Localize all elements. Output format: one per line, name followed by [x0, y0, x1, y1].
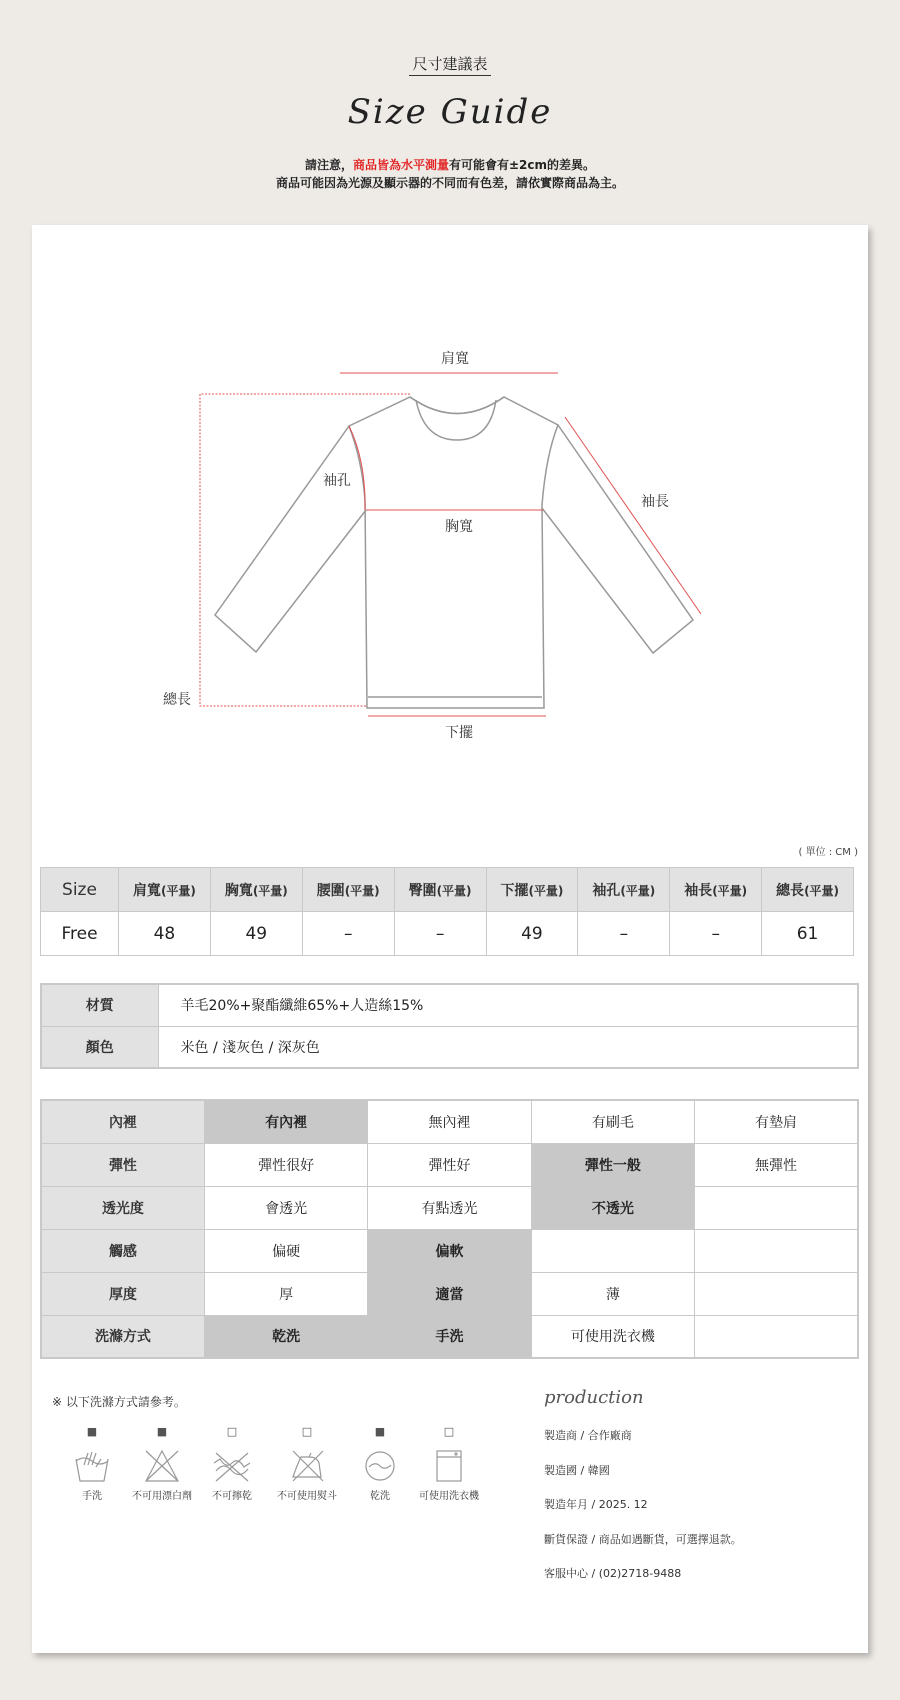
wash-item	[404, 1425, 494, 1502]
measurement-cell: 61	[762, 912, 854, 956]
size-col-header: 臀圍(平量)	[394, 868, 486, 912]
sweater-diagram	[32, 225, 868, 825]
wash-caption: 可使用洗衣機	[419, 1491, 479, 1502]
measurement-cell: –	[302, 912, 394, 956]
color-value: 米色 / 淺灰色 / 深灰色	[158, 1026, 858, 1068]
armhole-line	[349, 426, 365, 510]
size-cell: Free	[41, 912, 119, 956]
label-chest: 胸寬	[445, 519, 473, 535]
production-line: 製造商 / 合作廠商	[544, 1429, 632, 1442]
attribute-option: 彈性一般	[531, 1143, 694, 1186]
sweater-right-sleeve	[542, 425, 693, 653]
label-sleeve: 袖長	[641, 494, 669, 510]
size-guide-kicker: 尺寸建議表	[409, 55, 490, 76]
size-col-header: 袖孔(平量)	[578, 868, 670, 912]
table-row	[41, 912, 854, 956]
measurement-lines	[200, 373, 701, 716]
production-title: production	[544, 1387, 644, 1408]
wash-caption: 不可擰乾	[212, 1491, 252, 1502]
attribute-option: 手洗	[368, 1315, 531, 1358]
wash-note: ※ 以下洗滌方式請參考。	[52, 1395, 186, 1409]
attribute-option: 偏硬	[204, 1229, 367, 1272]
material-table	[40, 983, 859, 1069]
attribute-option: 有墊肩	[695, 1100, 858, 1143]
table-row	[41, 1272, 858, 1315]
attribute-option: 無內裡	[368, 1100, 531, 1143]
measurement-cell: 48	[119, 912, 211, 956]
attribute-option	[695, 1186, 858, 1229]
wash-caption: 手洗	[82, 1491, 102, 1502]
production-line: 製造年月 / 2025. 12	[544, 1498, 648, 1511]
attribute-label: 透光度	[41, 1186, 204, 1229]
table-row	[41, 1026, 858, 1068]
label-length: 總長	[163, 692, 191, 708]
attribute-option	[695, 1315, 858, 1358]
attribute-table	[40, 1099, 859, 1359]
no-iron-icon	[289, 1449, 325, 1483]
wash-checkbox: ■	[374, 1425, 386, 1438]
hand-wash-icon	[74, 1449, 110, 1483]
size-col-header: 腰圍(平量)	[302, 868, 394, 912]
attribute-label: 厚度	[41, 1272, 204, 1315]
attribute-option: 彈性很好	[204, 1143, 367, 1186]
sweater-body	[349, 397, 558, 708]
label-shoulder: 肩寬	[441, 351, 469, 367]
attribute-option: 偏軟	[368, 1229, 531, 1272]
wash-checkbox: ■	[156, 1425, 168, 1438]
attribute-option	[695, 1229, 858, 1272]
attribute-option	[695, 1272, 858, 1315]
attribute-option	[531, 1229, 694, 1272]
attribute-label: 彈性	[41, 1143, 204, 1186]
table-row	[41, 1186, 858, 1229]
sleeve-line	[565, 417, 701, 614]
size-col-header: 總長(平量)	[762, 868, 854, 912]
wash-caption: 不可用漂白劑	[132, 1491, 192, 1502]
color-label: 顏色	[41, 1026, 158, 1068]
size-col-header: 袖長(平量)	[670, 868, 762, 912]
attribute-label: 洗滌方式	[41, 1315, 204, 1358]
measurement-cell: 49	[210, 912, 302, 956]
attribute-option: 會透光	[204, 1186, 367, 1229]
table-row	[41, 1229, 858, 1272]
measurement-cell: –	[394, 912, 486, 956]
sweater-collar	[416, 400, 496, 440]
size-table-header-row	[41, 868, 854, 912]
label-armhole: 袖孔	[323, 473, 351, 489]
production-info	[544, 1427, 742, 1600]
size-col-header: 胸寬(平量)	[210, 868, 302, 912]
attribute-option: 可使用洗衣機	[531, 1315, 694, 1358]
attribute-label: 內裡	[41, 1100, 204, 1143]
wash-caption: 不可使用熨斗	[277, 1491, 337, 1502]
size-guide-title: Size Guide	[347, 92, 553, 132]
attribute-option: 薄	[531, 1272, 694, 1315]
attribute-option: 有點透光	[368, 1186, 531, 1229]
attribute-option: 適當	[368, 1272, 531, 1315]
wash-icons	[42, 1425, 502, 1525]
size-guide-card	[32, 225, 868, 1653]
measurement-cell: –	[670, 912, 762, 956]
material-value: 羊毛20%+聚酯纖維65%+人造絲15%	[158, 984, 858, 1026]
wash-caption: 乾洗	[370, 1491, 390, 1502]
table-row	[41, 1100, 858, 1143]
wash-checkbox: ■	[86, 1425, 98, 1438]
measurement-cell: 49	[486, 912, 578, 956]
measurement-notice: 請注意，商品皆為水平測量有可能會有±2cm的差異。 商品可能因為光源及顯示器的不同而有色差，請依實際商品為主。	[275, 158, 624, 190]
production-line: 製造國 / 韓國	[544, 1463, 610, 1477]
length-line	[200, 394, 410, 706]
size-col-header: 肩寬(平量)	[119, 868, 211, 912]
size-header: Size	[41, 868, 119, 912]
sweater-left-sleeve	[215, 426, 366, 652]
attribute-option: 無彈性	[695, 1143, 858, 1186]
table-row	[41, 1315, 858, 1358]
size-table	[40, 867, 854, 956]
table-row	[41, 984, 858, 1026]
dry-clean-icon	[363, 1449, 397, 1483]
wash-checkbox: □	[443, 1425, 455, 1438]
wash-checkbox: □	[226, 1425, 238, 1438]
notice-highlight: 商品皆為水平測量	[352, 158, 449, 172]
label-hem: 下擺	[445, 725, 473, 741]
attribute-option: 有刷毛	[531, 1100, 694, 1143]
production-line: 斷貨保證 / 商品如遇斷貨，可選擇退款。	[544, 1532, 742, 1546]
attribute-option: 厚	[204, 1272, 367, 1315]
attribute-label: 觸感	[41, 1229, 204, 1272]
material-label: 材質	[41, 984, 158, 1026]
attribute-option: 彈性好	[368, 1143, 531, 1186]
unit-label: ( 單位 : CM )	[798, 847, 858, 858]
size-col-header: 下擺(平量)	[486, 868, 578, 912]
machine-wash-icon	[434, 1449, 464, 1483]
wash-checkbox: □	[301, 1425, 313, 1438]
no-wring-icon	[212, 1449, 252, 1483]
attribute-option: 有內裡	[204, 1100, 367, 1143]
production-line: 客服中心 / (02)2718-9488	[544, 1567, 682, 1580]
table-row	[41, 1143, 858, 1186]
no-bleach-icon	[144, 1449, 180, 1483]
attribute-option: 不透光	[531, 1186, 694, 1229]
measurement-cell: –	[578, 912, 670, 956]
attribute-option: 乾洗	[204, 1315, 367, 1358]
